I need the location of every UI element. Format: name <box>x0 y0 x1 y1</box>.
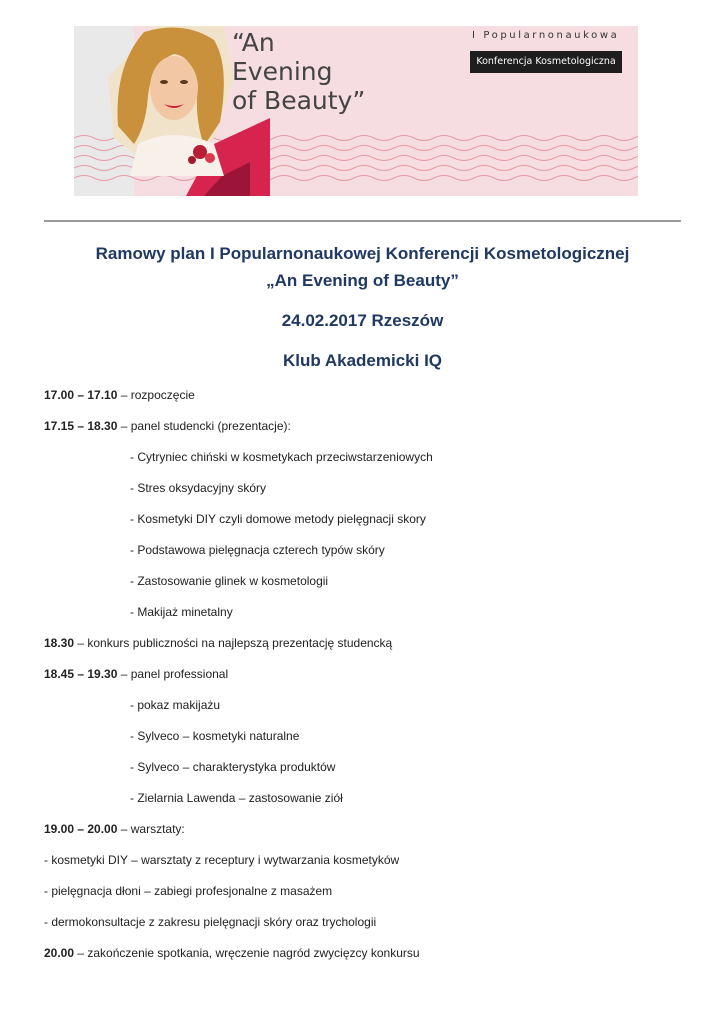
venue: Klub Akademicki IQ <box>282 351 443 370</box>
program-subitem: - pokaz makijażu <box>130 698 221 712</box>
program-subitem: - Sylveco – kosmetyki naturalne <box>130 729 300 743</box>
program-subitem: - Cytryniec chiński w kosmetykach przeciwstarzeniowych <box>130 450 433 464</box>
program-subitem: - Makijaż minetalny <box>130 605 233 619</box>
banner-title <box>232 28 365 115</box>
program-subitem: - dermokonsultacje z zakresu pielęgnacji skóry oraz trychologii <box>44 915 377 929</box>
date-place: 24.02.2017 Rzeszów <box>281 311 444 330</box>
banner-tag: Konferencja Kosmetologiczna <box>470 51 622 73</box>
program-time: 20.00 <box>44 946 75 960</box>
program-subitem: - Zastosowanie glinek w kosmetologii <box>130 574 329 588</box>
divider <box>44 220 681 222</box>
program-item: 17.00 – 17.10 – rozpoczęcie <box>44 388 195 402</box>
program-item: 18.45 – 19.30 – panel professional <box>44 667 229 681</box>
banner-title-line-2: Evening <box>232 57 333 86</box>
program-item: 19.00 – 20.00 – warsztaty: <box>44 822 185 836</box>
banner-title-line-1: “An <box>232 28 275 57</box>
program-item: 17.15 – 18.30 – panel studencki (prezentacje): <box>44 419 291 433</box>
program-time: 18.30 <box>44 636 75 650</box>
header-banner <box>74 26 638 196</box>
program-item: 20.00 – zakończenie spotkania, wręczenie nagród zwycięzcy konkursu <box>44 946 420 960</box>
document-title: Ramowy plan I Popularnonaukowej Konferencji Kosmetologicznej <box>95 244 630 263</box>
program-time: 17.15 – 18.30 <box>44 419 118 433</box>
program-item: 18.30 – konkurs publiczności na najlepszą prezentację studencką <box>44 636 393 650</box>
program-time: 19.00 – 20.00 <box>44 822 118 836</box>
event-name: „An Evening of Beauty” <box>266 271 459 290</box>
program-subitem: - Podstawowa pielęgnacja czterech typów skóry <box>130 543 385 557</box>
program-time: 17.00 – 17.10 <box>44 388 118 402</box>
program-time: 18.45 – 19.30 <box>44 667 118 681</box>
program-subitem: - kosmetyki DIY – warsztaty z receptury i wytwarzania kosmetyków <box>44 853 400 867</box>
program-subitem: - Stres oksydacyjny skóry <box>130 481 267 495</box>
program-subitem: - Kosmetyki DIY czyli domowe metody pielęgnacji skory <box>130 512 426 526</box>
banner-subtitle: I Popularnonaukowa <box>472 30 620 41</box>
program-subitem: - Sylveco – charakterystyka produktów <box>130 760 336 774</box>
banner-title-line-3: of Beauty” <box>232 86 366 115</box>
program-subitem: - pielęgnacja dłoni – zabiegi profesjonalne z masażem <box>44 884 333 898</box>
program-subitem: - Zielarnia Lawenda – zastosowanie ziół <box>130 791 343 805</box>
